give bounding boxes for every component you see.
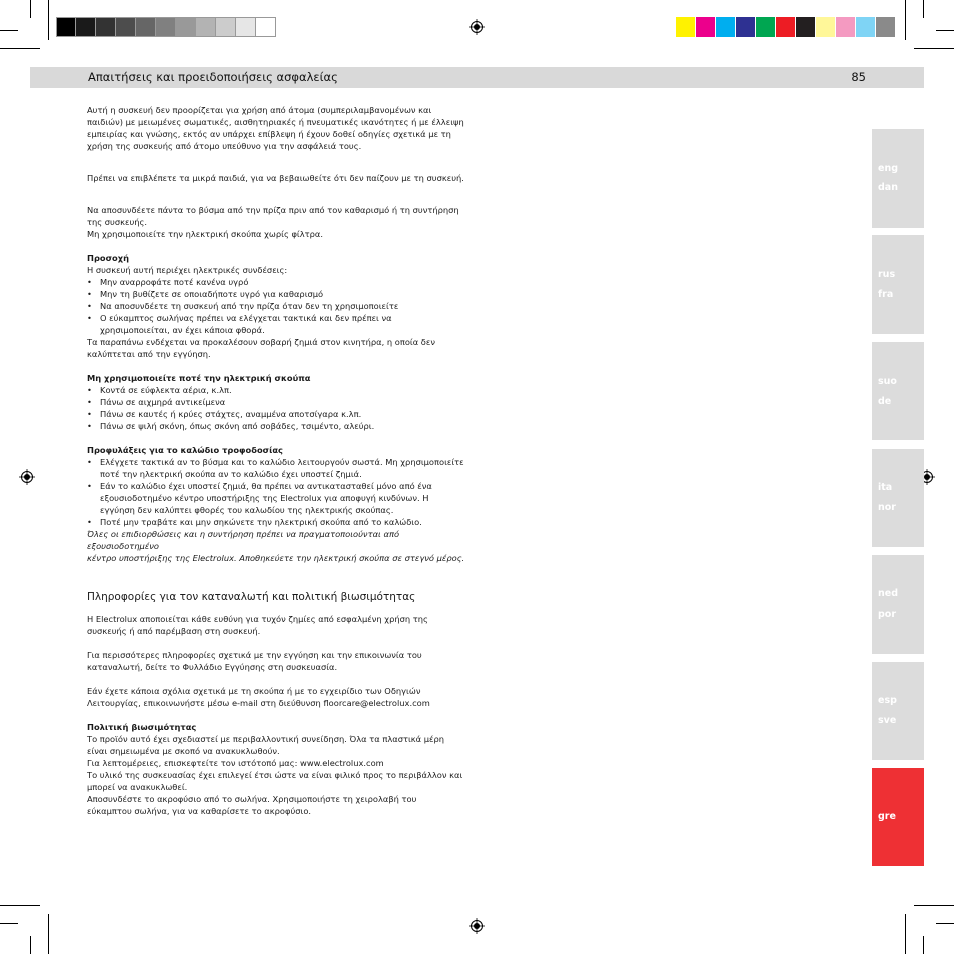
tab-label: ita <box>878 482 893 493</box>
registration-mark-icon <box>469 918 485 934</box>
language-tab-ned-por[interactable] <box>872 555 924 654</box>
tab-label: suo <box>878 376 897 387</box>
color-swatch <box>716 17 736 37</box>
language-tab-gre[interactable] <box>872 768 924 866</box>
page-header <box>30 67 924 88</box>
color-swatch <box>856 17 876 37</box>
color-swatch <box>836 17 856 37</box>
text-line: Όλες οι επιδιορθώσεις και η συντήρηση πρέπει να πραγματοποιούνται από εξουσιοδοτημένο <box>87 529 400 551</box>
crop-mark <box>914 905 954 906</box>
tab-label: sve <box>878 715 897 726</box>
crop-mark <box>905 914 906 954</box>
tab-label: nor <box>878 502 896 513</box>
text-line: της συσκευής. <box>87 217 148 227</box>
color-swatch <box>876 17 896 37</box>
color-swatch <box>676 17 696 37</box>
tab-label: de <box>878 396 892 407</box>
color-swatch <box>696 17 716 37</box>
text-line: εμπειρίας και γνώσης, εκτός αν υπάρχει επίβλεψη ή έχουν δοθεί οδηγίες σχετικά με τη <box>87 129 451 139</box>
tab-label: eng <box>878 163 899 174</box>
crop-mark <box>0 30 18 31</box>
text-line: συσκευής ή από παρέμβαση στη συσκευή. <box>87 626 261 636</box>
color-swatch <box>96 17 116 37</box>
safety-paragraph: Πρέπει να επιβλέπετε τα μικρά παιδιά, για να βεβαιωθείτε ότι δεν παίζουν με τη συσκευή. <box>87 173 464 183</box>
text-line: Η Electrolux αποποιείται κάθε ευθύνη για τυχόν ζημίες από εσφαλμένη χρήση της <box>87 614 428 624</box>
tab-label: dan <box>878 182 898 193</box>
crop-mark <box>48 914 49 954</box>
text-line: Το υλικό της συσκευασίας έχει επιλεγεί έτσι ώστε να είναι φιλικό προς το περιβάλλον και <box>87 770 463 780</box>
sustainability-paragraph <box>87 733 472 817</box>
color-swatch <box>76 17 96 37</box>
text-line: Εάν έχετε κάποια σχόλια σχετικά με τη σκούπα ή με το εγχειρίδιο των Οδηγιών <box>87 686 421 696</box>
crop-mark <box>30 0 31 18</box>
color-swatch <box>56 17 76 37</box>
text-line: εύκαμπτου σωλήνα, για να καθαρίσετε το ακροφύσιο. <box>87 806 312 816</box>
cord-heading: Προφυλάξεις για το καλώδιο τροφοδοσίας <box>87 445 283 455</box>
color-swatch <box>756 17 776 37</box>
cord-list <box>87 456 472 528</box>
crop-mark <box>914 48 954 49</box>
tab-label: fra <box>878 289 894 300</box>
text-line: Για περισσότερες πληροφορίες σχετικά με την εγγύηση και την επικοινωνία του <box>87 650 422 660</box>
tab-label: rus <box>878 269 896 280</box>
color-swatch <box>156 17 176 37</box>
language-tab-rus-fra[interactable] <box>872 235 924 334</box>
text-line: Το προϊόν αυτό έχει σχεδιαστεί με περιβαλλοντική συνείδηση. Όλα τα πλαστικά μέρη <box>87 734 445 744</box>
page-title: Απαιτήσεις και προειδοποιήσεις ασφαλείας <box>88 70 338 84</box>
text-line: Να αποσυνδέετε πάντα το βύσμα από την πρίζα πριν από τον καθαρισμό ή τη συντήρηση <box>87 205 459 215</box>
text-line: Λειτουργίας, επικοινωνήστε μέσω e-mail στη διεύθυνση floorcare@electrolux.com <box>87 698 430 708</box>
text-line: Αυτή η συσκευή δεν προορίζεται για χρήση από άτομα (συμπεριλαμβανομένων και <box>87 105 432 115</box>
tab-label: esp <box>878 695 897 706</box>
crop-mark <box>936 923 954 924</box>
list-item: • Πάνω σε καυτές ή κρύες στάχτες, αναμμένα αποτσίγαρα κ.λπ. <box>87 409 362 419</box>
text-line: Μη χρησιμοποιείτε την ηλεκτρική σκούπα χωρίς φίλτρα. <box>87 229 324 239</box>
tab-label: ned <box>878 588 899 599</box>
page-number: 85 <box>851 70 866 84</box>
text-line: παιδιών) με μειωμένες σωματικές, αισθητηριακές ή πνευματικές ικανότητες ή με έλλειψη <box>87 117 464 127</box>
text-line: μπορεί να ανακυκλωθεί. <box>87 782 188 792</box>
caution-intro: Η συσκευή αυτή περιέχει ηλεκτρικές συνδέσεις: <box>87 265 288 275</box>
caution-outro <box>87 336 472 360</box>
list-item: • Μην τη βυθίζετε σε οποιαδήποτε υγρό για καθαρισμό <box>87 289 324 299</box>
list-item: • Να αποσυνδέετε τη συσκευή από την πρίζα όταν δεν τη χρησιμοποιείτε <box>87 301 399 311</box>
caution-heading: Προσοχή <box>87 253 130 263</box>
registration-mark-icon <box>19 469 35 485</box>
list-item: • Εάν το καλώδιο έχει υποστεί ζημιά, θα πρέπει να αντικατασταθεί μόνο από ένα εξουσιοδοτημένο κέντρο υποστήριξης της Electrolux για αποφυγή κινδύνων. Η εγγύηση δεν καλύπτει φθορές του καλωδίου της ηλεκτρικής σκούπας. <box>87 481 432 515</box>
language-tab-eng-dan[interactable] <box>872 129 924 228</box>
text-line: χρήση της συσκευής από άτομο υπεύθυνο για την ασφάλειά τους. <box>87 141 362 151</box>
consumer-paragraph <box>87 613 472 637</box>
crop-mark <box>0 48 40 49</box>
safety-paragraph <box>87 104 472 152</box>
crop-mark <box>923 0 924 18</box>
grayscale-color-bar <box>56 17 276 37</box>
list-item: • Ελέγχετε τακτικά αν το βύσμα και το καλώδιο λειτουργούν σωστά. Μη χρησιμοποιείτε ποτέ την ηλεκτρική σκούπα αν το καλώδιο έχει υποστεί ζημιά. <box>87 457 464 479</box>
color-swatch <box>816 17 836 37</box>
cord-note <box>87 528 472 564</box>
color-swatch <box>196 17 216 37</box>
text-line: κέντρο υποστήριξης της Electrolux. Αποθηκεύετε την ηλεκτρική σκούπα σε στεγνό μέρος. <box>87 553 465 563</box>
never-use-heading: Μη χρησιμοποιείτε ποτέ την ηλεκτρική σκούπα <box>87 373 311 383</box>
sustainability-heading: Πολιτική βιωσιμότητας <box>87 722 197 732</box>
crop-mark <box>905 0 906 40</box>
list-item: • Πάνω σε ψιλή σκόνη, όπως σκόνη από σοβάδες, τσιμέντο, αλεύρι. <box>87 421 375 431</box>
crop-mark <box>30 936 31 954</box>
list-item: • Ο εύκαμπτος σωλήνας πρέπει να ελέγχεται τακτικά και δεν πρέπει να χρησιμοποιείται, αν έχει κάποια φθορά. <box>87 313 392 335</box>
language-tab-esp-sve[interactable] <box>872 662 924 760</box>
tab-label: gre <box>878 811 896 822</box>
consumer-paragraph <box>87 685 472 709</box>
list-item: • Ποτέ μην τραβάτε και μην σηκώνετε την ηλεκτρική σκούπα από το καλώδιο. <box>87 517 422 527</box>
crop-mark <box>0 923 18 924</box>
main-content <box>87 104 472 817</box>
caution-list <box>87 276 472 336</box>
color-swatch <box>796 17 816 37</box>
text-line: Για λεπτομέρειες, επισκεφτείτε τον ιστότοπό μας: www.electrolux.com <box>87 758 384 768</box>
text-line: είναι σημειωμένα με σκοπό να ανακυκλωθούν. <box>87 746 280 756</box>
never-use-list <box>87 384 472 432</box>
crop-mark <box>923 936 924 954</box>
color-swatch <box>776 17 796 37</box>
language-tab-ita-nor[interactable] <box>872 449 924 547</box>
crop-mark <box>0 905 40 906</box>
process-color-bar <box>676 17 896 37</box>
crop-mark <box>936 30 954 31</box>
color-swatch <box>256 17 276 37</box>
safety-paragraph <box>87 204 472 240</box>
color-swatch <box>736 17 756 37</box>
color-swatch <box>216 17 236 37</box>
text-line: Αποσυνδέστε το ακροφύσιο από το σωλήνα. Χρησιμοποιήστε τη χειρολαβή του <box>87 794 417 804</box>
color-swatch <box>136 17 156 37</box>
consumer-section-title: Πληροφορίες για τον καταναλωτή και πολιτική βιωσιμότητας <box>87 591 416 603</box>
tab-label: por <box>878 609 897 620</box>
color-swatch <box>236 17 256 37</box>
consumer-paragraph <box>87 649 472 673</box>
color-swatch <box>116 17 136 37</box>
registration-mark-icon <box>469 19 485 35</box>
text-line: καταναλωτή, δείτε το Φυλλάδιο Εγγύησης στη συσκευασία. <box>87 662 338 672</box>
color-swatch <box>176 17 196 37</box>
list-item: • Κοντά σε εύφλεκτα αέρια, κ.λπ. <box>87 385 232 395</box>
list-item: • Μην αναρροφάτε ποτέ κανένα υγρό <box>87 277 249 287</box>
text-line: Τα παραπάνω ενδέχεται να προκαλέσουν σοβαρή ζημιά στον κινητήρα, η οποία δεν <box>87 337 435 347</box>
list-item: • Πάνω σε αιχμηρά αντικείμενα <box>87 397 226 407</box>
text-line: καλύπτεται από την εγγύηση. <box>87 349 211 359</box>
crop-mark <box>48 0 49 40</box>
language-tab-suo-de[interactable] <box>872 342 924 440</box>
